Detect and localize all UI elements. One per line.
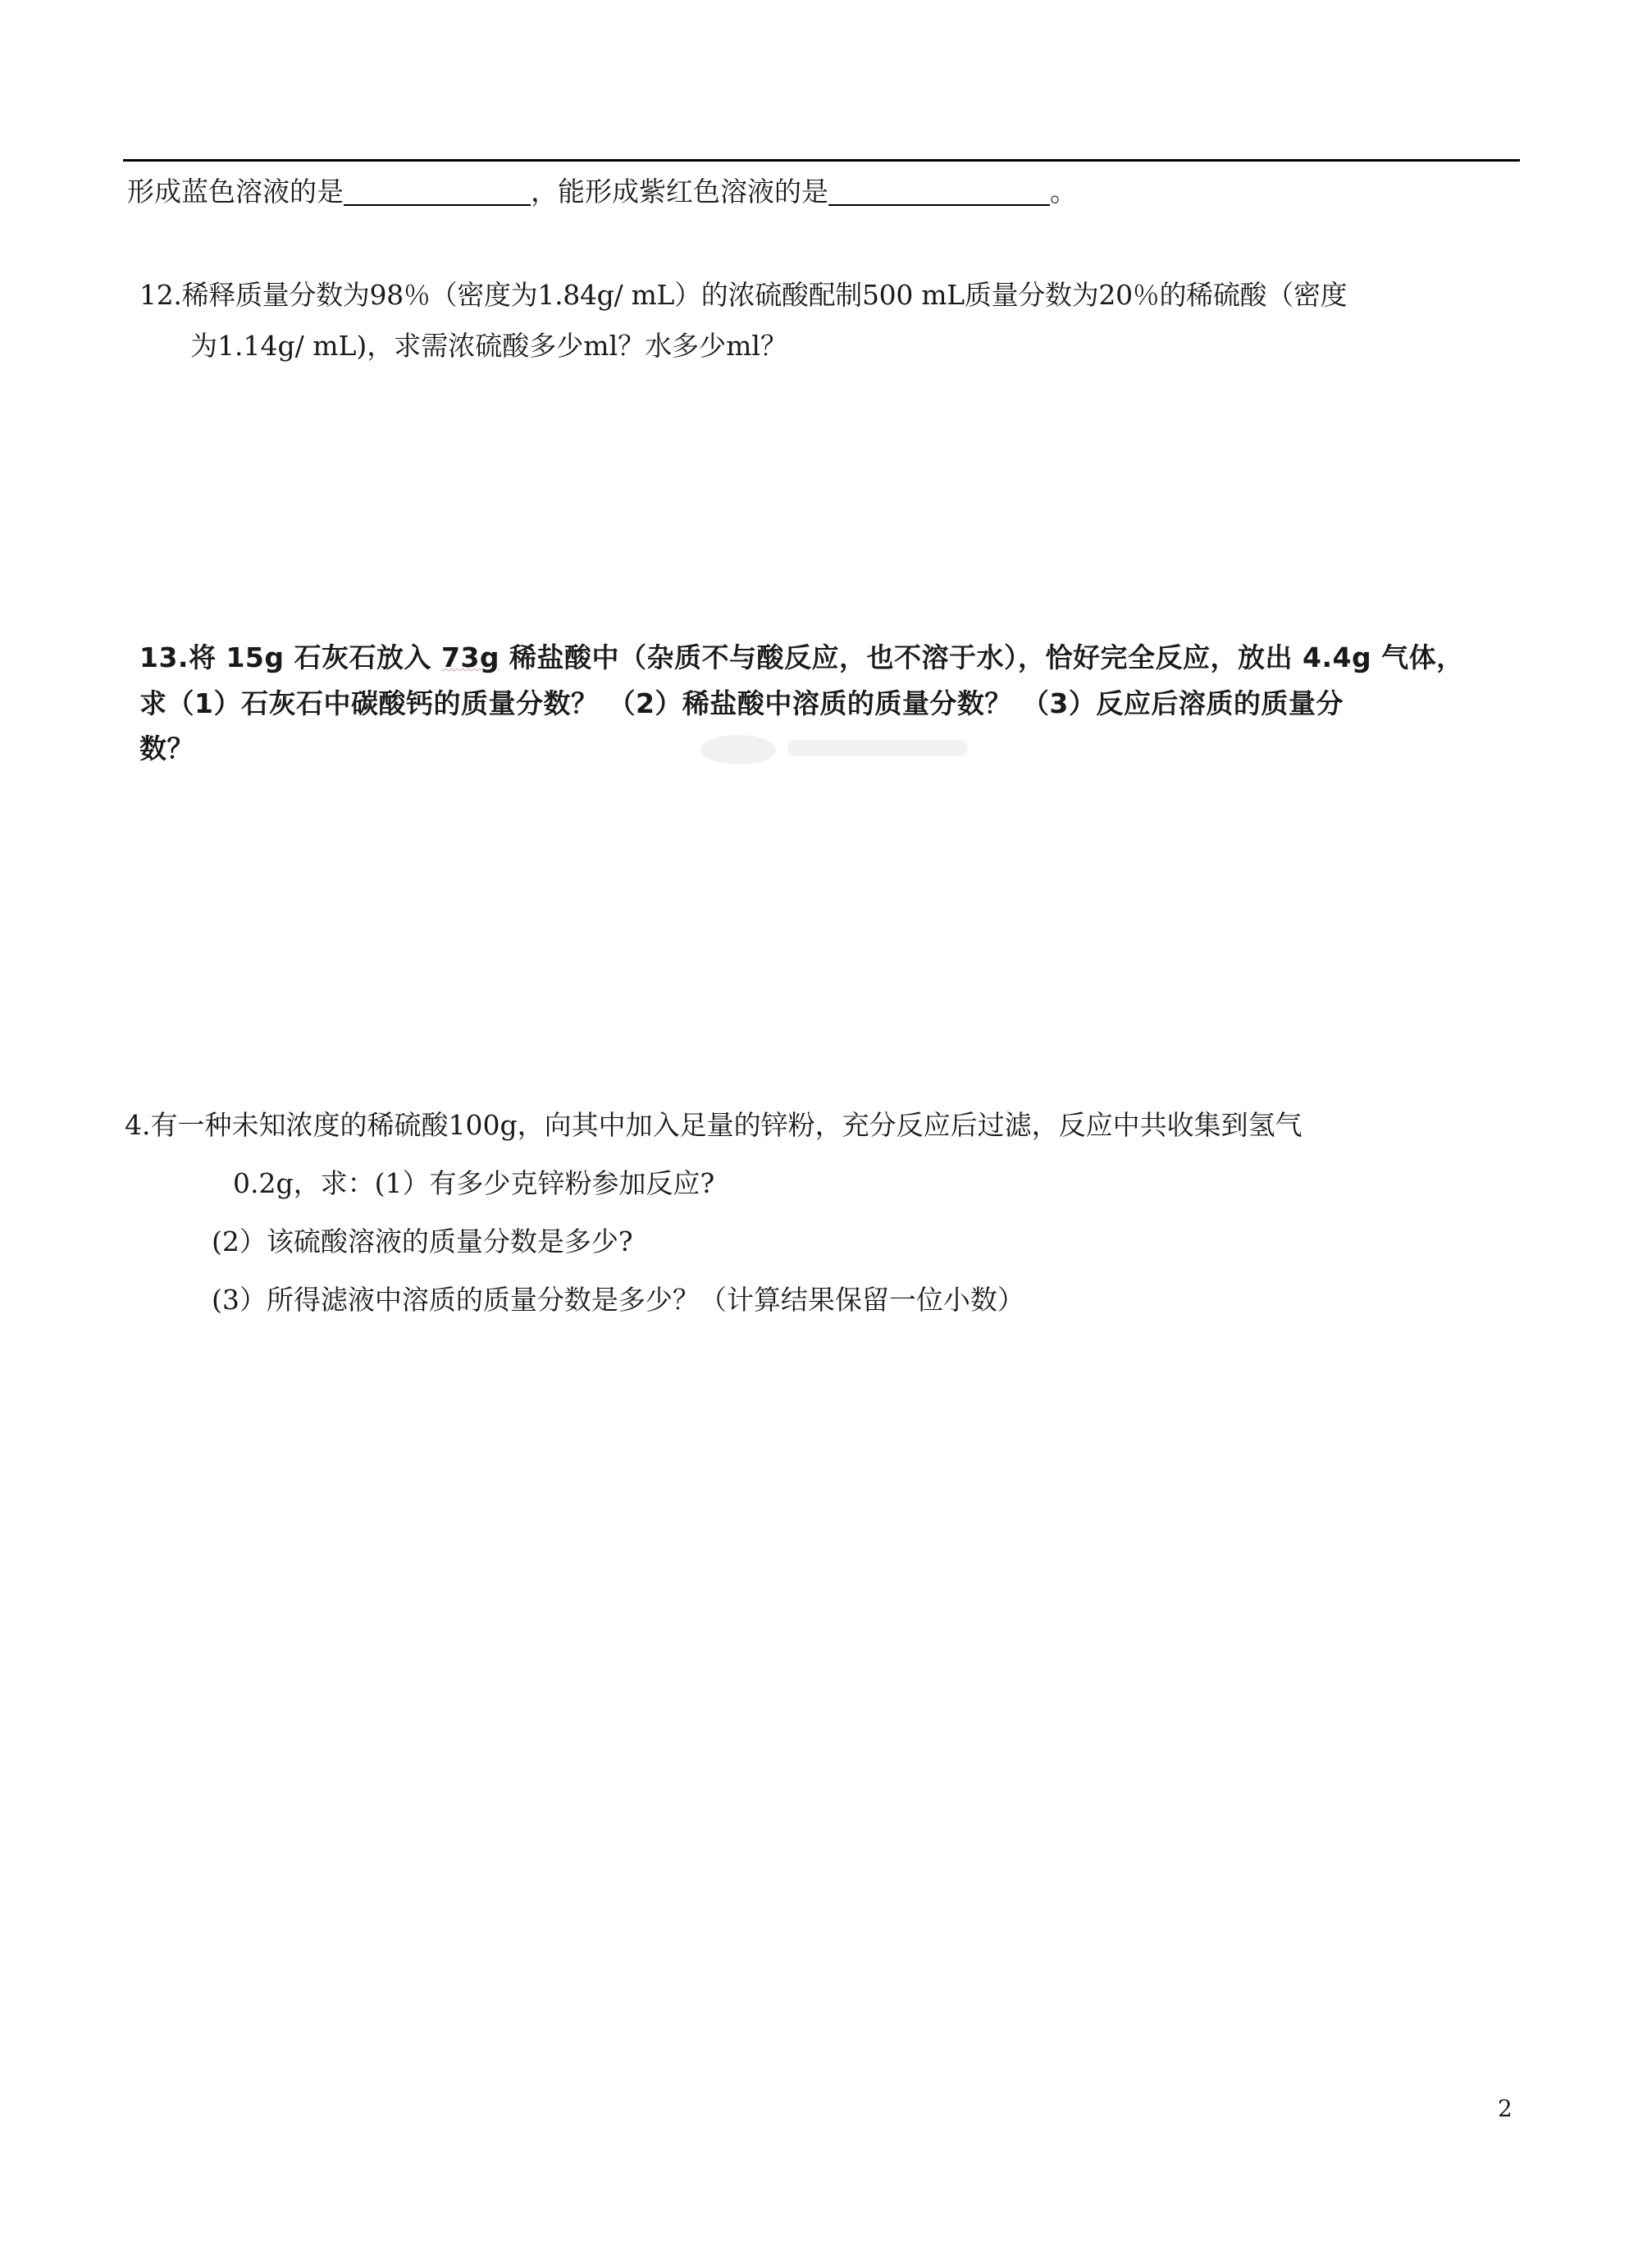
q12-line-2: 为1.14g/ mL)，求需浓硫酸多少ml？水多少ml？	[190, 330, 787, 362]
q11-text-1: 形成蓝色溶液的是	[127, 176, 344, 208]
q4-line-3: (2）该硫酸溶液的质量分数是多少?	[212, 1225, 633, 1257]
q13-line-3: 数？	[139, 732, 194, 764]
q13-text-1c: 稀盐酸中（杂质不与酸反应，也不溶于水），恰好完全反应，放出 4.4g 气体，	[500, 641, 1464, 673]
answer-blank-1	[344, 180, 531, 206]
q12-line-1: 12.稀释质量分数为98％（密度为1.84g/ mL）的浓硫酸配制500 mL质量分数为20％的稀硫酸（密度	[139, 279, 1348, 311]
q13-text-1a: 13.将 15g 石灰石放入	[139, 641, 441, 673]
q4-line-1: 4.有一种未知浓度的稀硫酸100g，向其中加入足量的锌粉，充分反应后过滤，反应中共收集到氢气	[125, 1109, 1303, 1141]
q11-text-3: 。	[1050, 176, 1077, 208]
answer-blank-2	[828, 180, 1050, 206]
q11-tail-line	[127, 176, 1077, 208]
q4-line-4: (3）所得滤液中溶质的质量分数是多少？（计算结果保留一位小数）	[212, 1284, 1024, 1316]
q13-text-1b: 73g	[440, 641, 500, 673]
header-rule	[123, 159, 1520, 162]
q13-line-1	[139, 641, 1464, 674]
q13-line-2: 求（1）石灰石中碳酸钙的质量分数？ （2）稀盐酸中溶质的质量分数？ （3）反应后溶质的质量分	[139, 687, 1344, 719]
q4-line-2: 0.2g，求：(1）有多少克锌粉参加反应?	[233, 1167, 715, 1199]
q11-text-2: ，能形成紫红色溶液的是	[531, 176, 828, 208]
page-number: 2	[1498, 2095, 1513, 2122]
faint-watermark-mark	[689, 722, 984, 771]
